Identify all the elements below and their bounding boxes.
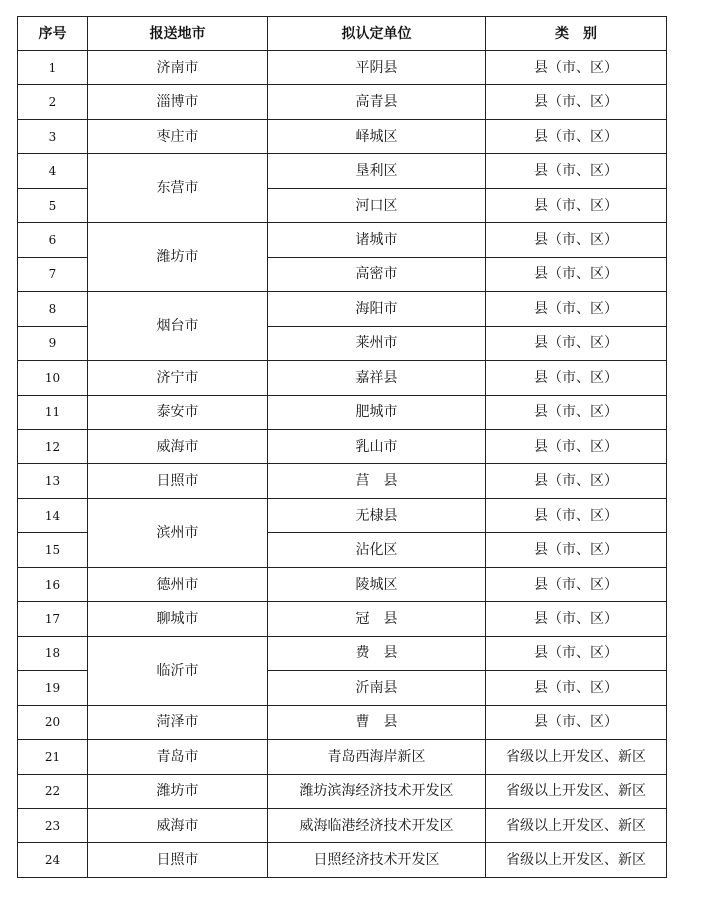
category-cell: 县（市、区） xyxy=(486,119,667,153)
category-cell: 县（市、区） xyxy=(486,498,667,532)
category-cell: 县（市、区） xyxy=(486,533,667,567)
city-cell: 威海市 xyxy=(88,808,268,842)
unit-cell: 莱州市 xyxy=(268,326,486,360)
category-cell: 省级以上开发区、新区 xyxy=(486,774,667,808)
seq-cell: 9 xyxy=(18,326,88,360)
table-row xyxy=(18,705,667,739)
city-cell: 青岛市 xyxy=(88,740,268,774)
unit-cell: 肥城市 xyxy=(268,395,486,429)
category-cell: 县（市、区） xyxy=(486,188,667,222)
unit-cell: 乳山市 xyxy=(268,429,486,463)
unit-cell: 费 县 xyxy=(268,636,486,670)
seq-cell: 18 xyxy=(18,636,88,670)
unit-cell: 沾化区 xyxy=(268,533,486,567)
city-cell: 东营市 xyxy=(88,154,268,223)
city-cell: 济南市 xyxy=(88,51,268,85)
seq-cell: 8 xyxy=(18,292,88,326)
seq-cell: 7 xyxy=(18,257,88,291)
city-cell: 滨州市 xyxy=(88,498,268,567)
header-unit: 拟认定单位 xyxy=(268,17,486,51)
unit-cell: 诸城市 xyxy=(268,223,486,257)
category-cell: 县（市、区） xyxy=(486,257,667,291)
unit-cell: 潍坊滨海经济技术开发区 xyxy=(268,774,486,808)
header-city: 报送地市 xyxy=(88,17,268,51)
category-cell: 县（市、区） xyxy=(486,85,667,119)
city-cell: 潍坊市 xyxy=(88,774,268,808)
category-cell: 省级以上开发区、新区 xyxy=(486,808,667,842)
category-cell: 县（市、区） xyxy=(486,567,667,601)
table-row xyxy=(18,774,667,808)
category-cell: 县（市、区） xyxy=(486,292,667,326)
table-row xyxy=(18,292,667,326)
category-cell: 省级以上开发区、新区 xyxy=(486,843,667,878)
seq-cell: 17 xyxy=(18,602,88,636)
city-cell: 济宁市 xyxy=(88,361,268,395)
seq-cell: 5 xyxy=(18,188,88,222)
unit-cell: 日照经济技术开发区 xyxy=(268,843,486,878)
table-row xyxy=(18,636,667,670)
seq-cell: 20 xyxy=(18,705,88,739)
unit-cell: 高密市 xyxy=(268,257,486,291)
seq-cell: 10 xyxy=(18,361,88,395)
header-seq: 序号 xyxy=(18,17,88,51)
unit-cell: 陵城区 xyxy=(268,567,486,601)
unit-cell: 峄城区 xyxy=(268,119,486,153)
seq-cell: 6 xyxy=(18,223,88,257)
table-row xyxy=(18,464,667,498)
unit-cell: 曹 县 xyxy=(268,705,486,739)
header-category: 类 别 xyxy=(486,17,667,51)
seq-cell: 23 xyxy=(18,808,88,842)
table-row xyxy=(18,361,667,395)
table-row xyxy=(18,223,667,257)
table-row xyxy=(18,843,667,878)
table-row xyxy=(18,395,667,429)
city-cell: 德州市 xyxy=(88,567,268,601)
seq-cell: 4 xyxy=(18,154,88,188)
seq-cell: 15 xyxy=(18,533,88,567)
category-cell: 县（市、区） xyxy=(486,602,667,636)
category-cell: 县（市、区） xyxy=(486,429,667,463)
seq-cell: 12 xyxy=(18,429,88,463)
city-cell: 临沂市 xyxy=(88,636,268,705)
category-cell: 县（市、区） xyxy=(486,464,667,498)
city-cell: 日照市 xyxy=(88,843,268,878)
table-row xyxy=(18,85,667,119)
table-row xyxy=(18,154,667,188)
seq-cell: 1 xyxy=(18,51,88,85)
seq-cell: 11 xyxy=(18,395,88,429)
city-cell: 淄博市 xyxy=(88,85,268,119)
city-cell: 烟台市 xyxy=(88,292,268,361)
unit-cell: 无棣县 xyxy=(268,498,486,532)
seq-cell: 14 xyxy=(18,498,88,532)
seq-cell: 21 xyxy=(18,740,88,774)
city-cell: 潍坊市 xyxy=(88,223,268,292)
table-row xyxy=(18,429,667,463)
category-cell: 县（市、区） xyxy=(486,636,667,670)
unit-cell: 嘉祥县 xyxy=(268,361,486,395)
unit-cell: 冠 县 xyxy=(268,602,486,636)
unit-cell: 威海临港经济技术开发区 xyxy=(268,808,486,842)
category-cell: 县（市、区） xyxy=(486,154,667,188)
unit-cell: 河口区 xyxy=(268,188,486,222)
category-cell: 县（市、区） xyxy=(486,361,667,395)
category-cell: 省级以上开发区、新区 xyxy=(486,740,667,774)
category-cell: 县（市、区） xyxy=(486,671,667,705)
category-cell: 县（市、区） xyxy=(486,51,667,85)
city-cell: 日照市 xyxy=(88,464,268,498)
seq-cell: 2 xyxy=(18,85,88,119)
seq-cell: 24 xyxy=(18,843,88,878)
table-row xyxy=(18,498,667,532)
table-row xyxy=(18,51,667,85)
table-row xyxy=(18,567,667,601)
table-body xyxy=(18,51,667,878)
category-cell: 县（市、区） xyxy=(486,326,667,360)
seq-cell: 13 xyxy=(18,464,88,498)
unit-cell: 高青县 xyxy=(268,85,486,119)
unit-cell: 青岛西海岸新区 xyxy=(268,740,486,774)
city-cell: 聊城市 xyxy=(88,602,268,636)
table-row xyxy=(18,740,667,774)
table-row xyxy=(18,602,667,636)
seq-cell: 22 xyxy=(18,774,88,808)
unit-cell: 平阴县 xyxy=(268,51,486,85)
city-cell: 菏泽市 xyxy=(88,705,268,739)
category-cell: 县（市、区） xyxy=(486,395,667,429)
table-row xyxy=(18,119,667,153)
unit-cell: 莒 县 xyxy=(268,464,486,498)
city-cell: 枣庄市 xyxy=(88,119,268,153)
seq-cell: 16 xyxy=(18,567,88,601)
unit-cell: 海阳市 xyxy=(268,292,486,326)
unit-cell: 垦利区 xyxy=(268,154,486,188)
seq-cell: 3 xyxy=(18,119,88,153)
table-row xyxy=(18,808,667,842)
unit-cell: 沂南县 xyxy=(268,671,486,705)
city-cell: 泰安市 xyxy=(88,395,268,429)
certification-table xyxy=(17,16,667,878)
seq-cell: 19 xyxy=(18,671,88,705)
category-cell: 县（市、区） xyxy=(486,223,667,257)
city-cell: 威海市 xyxy=(88,429,268,463)
table-header-row xyxy=(18,17,667,51)
category-cell: 县（市、区） xyxy=(486,705,667,739)
